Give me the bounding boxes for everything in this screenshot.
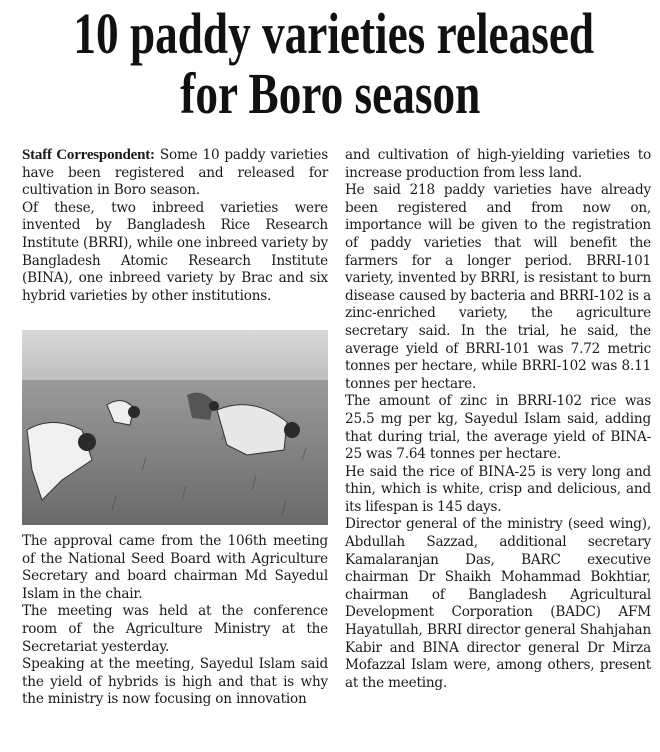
paragraph: The meeting was held at the conference room of the Agriculture Ministry at the Secretariat yesterday. bbox=[22, 603, 328, 655]
farmers-field-photo bbox=[22, 330, 328, 525]
headline bbox=[0, 1, 660, 126]
paragraph: Speaking at the meeting, Sayedul Islam said the yield of hybrids is high and that is why the ministry is now focusing on innovation bbox=[22, 656, 328, 708]
article-column-right bbox=[345, 147, 651, 692]
paragraph: The amount of zinc in BRRI-102 rice was 25.5 mg per kg, Sayedul Islam said, adding that during trial, the average yield of BINA-25 was 7.64 tonnes per hectare. bbox=[345, 393, 651, 463]
paragraph bbox=[22, 147, 328, 200]
paragraph: Of these, two inbreed varieties were invented by Bangladesh Rice Research Institute (BRRI), while one inbreed variety by Bangladesh Atomic Research Institute (BINA), one inbreed variety by Brac and six hybrid varieties by other institutions. bbox=[22, 199, 328, 304]
paragraph: The approval came from the 106th meeting of the National Seed Board with Agriculture Secretary and board chairman Md Sayedul Islam in the chair. bbox=[22, 533, 328, 602]
article-column-left-top bbox=[22, 147, 328, 305]
paragraph: and cultivation of high-yielding varieties to increase production from less land. bbox=[345, 147, 651, 181]
paragraph: He said the rice of BINA-25 is very long and thin, which is white, crisp and delicious, and its lifespan is 145 days. bbox=[345, 463, 651, 515]
article-column-left-bottom bbox=[22, 533, 328, 709]
paragraph: He said 218 paddy varieties have already been registered and from now on, importance will be given to the registration of paddy varieties that will benefit the farmers for a longer period. BRRI-101 variety, invented by BRRI, is resistant to burn disease caused by bacteria and BRRI-102 is a zinc-enriched variety, the agriculture secretary said. In the trial, he said, the average yield of BRRI-101 was 7.72 metric tonnes per hectare, while BRRI-102 was 8.11 tonnes per hectare. bbox=[345, 182, 651, 392]
paragraph: Director general of the ministry (seed wing), Abdullah Sazzad, additional secretary Kamalaranjan Das, BARC executive chairman Dr Shaikh Mohammad Bokhtiar, chairman of Bangladesh Agricultural Development Corporation (BADC) AFM Hayatullah, BRRI director general Shahjahan Kabir and BINA director general Dr Mirza Mofazzal Islam were, among others, present at the meeting. bbox=[345, 516, 651, 691]
byline: Staff Correspondent: bbox=[22, 147, 155, 163]
paragraph-text: Some 10 paddy varieties have been registered and released for cultivation in Boro season. bbox=[22, 147, 329, 199]
headline-line-2: for Boro season bbox=[180, 61, 480, 126]
headline-line-1: 10 paddy varieties released bbox=[73, 1, 595, 66]
